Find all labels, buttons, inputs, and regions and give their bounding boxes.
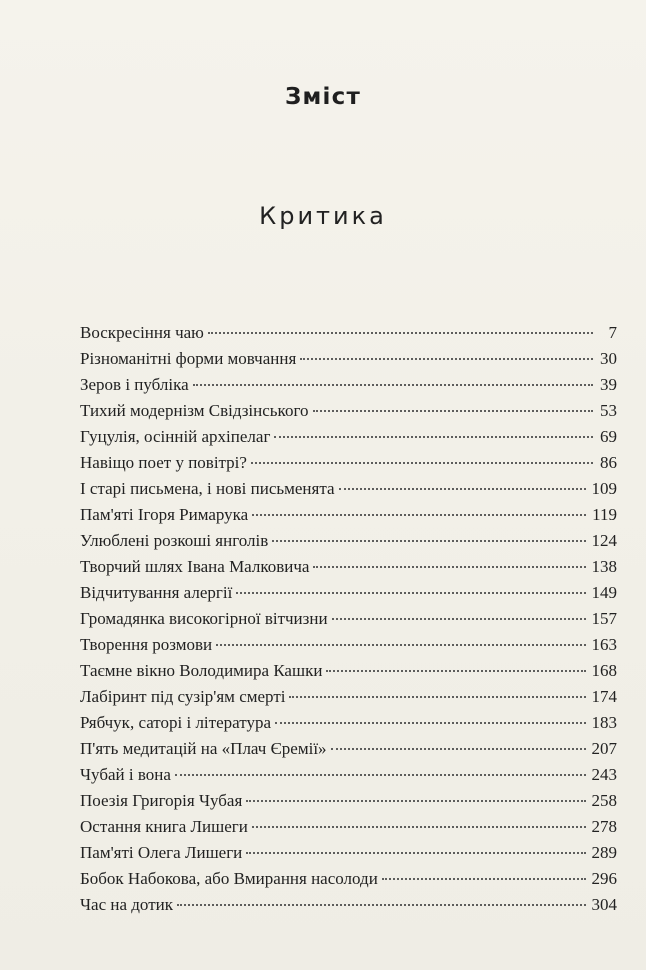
dot-leader <box>246 799 585 802</box>
toc-entry-title: Пам'яті Олега Лишеги <box>80 843 243 862</box>
toc-entry-page: 119 <box>592 505 617 524</box>
toc-entry-page: 174 <box>591 687 617 706</box>
toc-entry-page: 138 <box>591 557 617 576</box>
contents-heading: Зміст <box>285 84 361 110</box>
toc-entry <box>80 346 617 372</box>
toc-entry <box>80 476 617 502</box>
toc-entry-page: 289 <box>591 843 617 862</box>
toc-entry-title: Улюблені розкоші янголів <box>80 531 269 550</box>
toc-entry-page: 53 <box>600 401 617 420</box>
toc-entry <box>80 606 617 632</box>
toc-entry-title: Відчитування алергії <box>80 583 233 602</box>
toc-entry-page: 30 <box>600 349 617 368</box>
toc-entry-title: Рябчук, саторі і література <box>80 713 271 732</box>
toc-entry-title: П'ять медитацій на «Плач Єремії» <box>80 739 327 758</box>
dot-leader <box>193 383 593 386</box>
dot-leader <box>275 721 586 724</box>
toc-entry-title: Остання книга Лишеги <box>80 817 248 836</box>
toc-entry-title: Лабіринт під сузір'ям смерті <box>80 687 286 706</box>
toc-entry-title: Навіщо поет у повітрі? <box>80 453 247 472</box>
toc-entry-title: Творчий шлях Івана Малковича <box>80 557 310 576</box>
dot-leader <box>246 851 585 854</box>
dot-leader <box>236 591 585 594</box>
toc-entry-page: 296 <box>591 869 617 888</box>
toc-entry-page: 163 <box>591 635 617 654</box>
toc-entry-page: 69 <box>600 427 617 446</box>
toc-entry-title: Різноманітні форми мовчання <box>80 349 297 368</box>
toc-entry <box>80 320 617 346</box>
toc-entry <box>80 632 617 658</box>
toc-entry-title: Поезія Григорія Чубая <box>80 791 243 810</box>
toc-entry-title: Творення розмови <box>80 635 213 654</box>
toc-entry <box>80 658 617 684</box>
toc-entry-title: Воскресіння чаю <box>80 323 204 342</box>
toc-entry-title: Пам'яті Ігоря Римарука <box>80 505 249 524</box>
toc-entry <box>80 762 617 788</box>
toc-entry <box>80 528 617 554</box>
dot-leader <box>251 461 593 464</box>
toc-entry <box>80 398 617 424</box>
toc-entry-page: 258 <box>591 791 617 810</box>
dot-leader <box>274 435 593 438</box>
section-heading: Критика <box>259 202 387 230</box>
toc-entry-page: 183 <box>591 713 617 732</box>
dot-leader <box>326 669 585 672</box>
dot-leader <box>300 357 593 360</box>
dot-leader <box>208 331 593 334</box>
toc-entry-page: 243 <box>591 765 617 784</box>
toc-entry-title: Громадянка високогірної вітчизни <box>80 609 328 628</box>
table-of-contents <box>80 320 617 918</box>
toc-entry-page: 86 <box>600 453 617 472</box>
dot-leader <box>252 513 586 516</box>
toc-entry-page: 207 <box>591 739 617 758</box>
toc-entry-page: 39 <box>600 375 617 394</box>
toc-entry-page: 168 <box>591 661 617 680</box>
toc-entry <box>80 580 617 606</box>
dot-leader <box>289 695 585 698</box>
dot-leader <box>339 487 586 490</box>
dot-leader <box>252 825 586 828</box>
dot-leader <box>216 643 585 646</box>
toc-entry <box>80 840 617 866</box>
toc-entry <box>80 710 617 736</box>
toc-entry <box>80 450 617 476</box>
dot-leader <box>331 747 586 750</box>
dot-leader <box>272 539 585 542</box>
toc-entry <box>80 684 617 710</box>
toc-entry-title: І старі письмена, і нові письменята <box>80 479 335 498</box>
toc-entry <box>80 788 617 814</box>
toc-entry <box>80 736 617 762</box>
dot-leader <box>332 617 586 620</box>
toc-entry-title: Таємне вікно Володимира Кашки <box>80 661 323 680</box>
toc-entry-title: Гуцулія, осінній архіпелаг <box>80 427 271 446</box>
toc-entry-page: 149 <box>591 583 617 602</box>
toc-entry <box>80 814 617 840</box>
toc-entry-title: Тихий модернізм Свідзінського <box>80 401 309 420</box>
toc-entry-page: 278 <box>591 817 617 836</box>
dot-leader <box>177 903 586 906</box>
toc-entry <box>80 372 617 398</box>
dot-leader <box>313 409 594 412</box>
toc-entry <box>80 502 617 528</box>
dot-leader <box>175 773 586 776</box>
toc-entry-title: Зеров і публіка <box>80 375 189 394</box>
toc-entry <box>80 892 617 918</box>
toc-entry <box>80 866 617 892</box>
toc-entry-page: 157 <box>591 609 617 628</box>
toc-entry-page: 304 <box>591 895 617 914</box>
toc-entry-page: 124 <box>591 531 617 550</box>
toc-entry-page: 7 <box>608 323 617 342</box>
dot-leader <box>313 565 585 568</box>
toc-entry <box>80 554 617 580</box>
toc-entry-title: Чубай і вона <box>80 765 171 784</box>
toc-entry-title: Бобок Набокова, або Вмирання насолоди <box>80 869 378 888</box>
dot-leader <box>382 877 586 880</box>
toc-entry-page: 109 <box>591 479 617 498</box>
toc-entry-title: Час на дотик <box>80 895 173 914</box>
toc-entry <box>80 424 617 450</box>
